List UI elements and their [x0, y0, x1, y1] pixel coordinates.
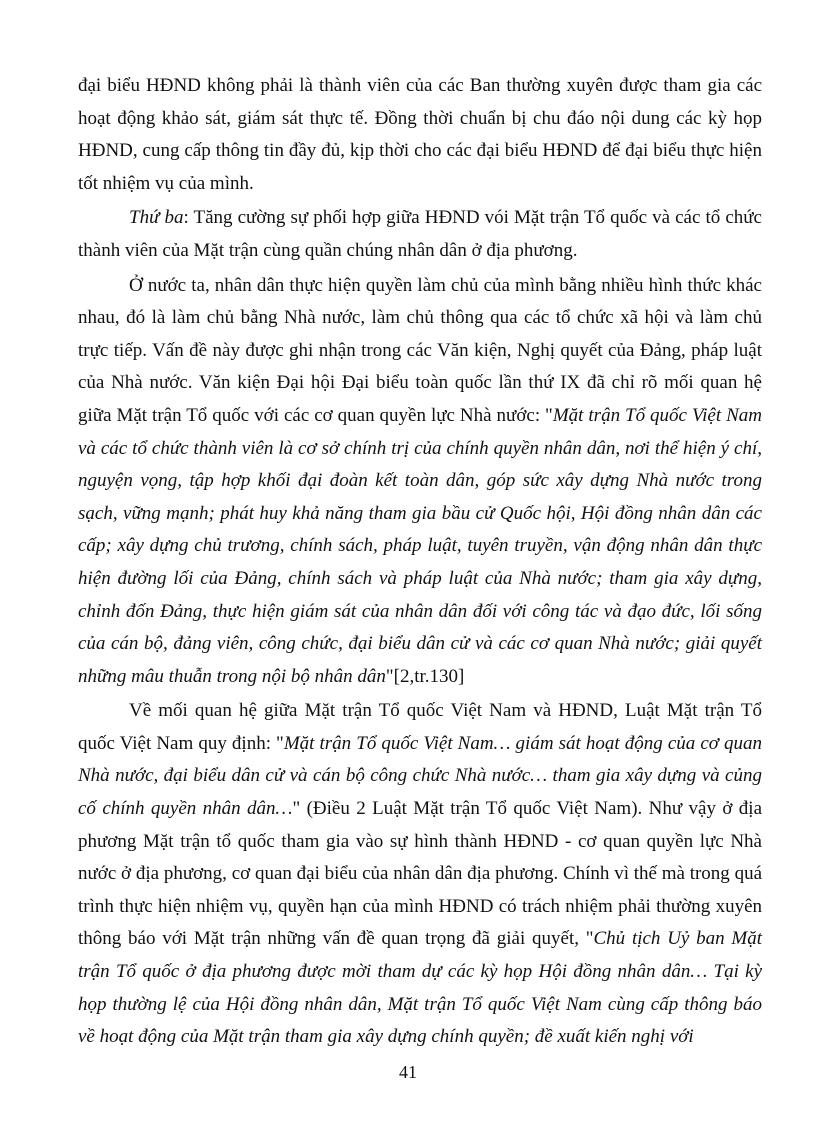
paragraph-2-heading: Thứ ba — [129, 207, 184, 229]
paragraph-4-quote-2: Chủ tịch Uỷ ban Mặt trận Tổ quốc ở địa phương được mời tham dự các kỳ họp Hội đồng nhân dân… Tại kỳ họp thường lệ của Hội đồng nhân dân, Mặt trận Tổ quốc Việt Nam cùng cấp thông báo về hoạt động của Mặt trận tham gia xây dựng chính quyền; đề xuất kiến nghị với — [78, 928, 762, 1048]
paragraph-3-quote: Mặt trận Tổ quốc Việt Nam và các tổ chức thành viên là cơ sở chính trị của chính quyền nhân dân, nơi thể hiện ý chí, nguyện vọng, tập hợp khối đại đoàn kết toàn dân, góp sức xây dựng Nhà nước trong sạch, vững mạnh; phát huy khả năng tham gia bầu cử Quốc hội, Hội đồng nhân dân các cấp; xây dựng chủ trương, chính sách, pháp luật, tuyên truyền, vận động nhân dân thực hiện đường lối của Đảng, chính sách và pháp luật của Nhà nước; tham gia xây dựng, chỉnh đốn Đảng, thực hiện giám sát của nhân dân đối với công tác và đạo đức, lối sống của cán bộ, đảng viên, công chức, đại biểu dân cử và các cơ quan Nhà nước; giải quyết những mâu thuẫn trong nội bộ nhân dân — [78, 404, 763, 687]
paragraph-3-citation: "[2,tr.130] — [385, 665, 465, 687]
paragraph-1 — [78, 70, 762, 200]
paragraph-4 — [78, 695, 762, 1054]
paragraph-3-text: Ở nước ta, nhân dân thực hiện quyền làm chủ của mình bằng nhiều hình thức khác nhau, đó là làm chủ bằng Nhà nước, làm chủ thông qua các tổ chức xã hội và làm chủ trực tiếp. Vấn đề này được ghi nhận trong các Văn kiện, Nghị quyết của Đảng, pháp luật của Nhà nước. Văn kiện Đại hội Đại biểu toàn quốc lần thứ IX đã chỉ rõ mối quan hệ giữa Mặt trận Tổ quốc với các cơ quan quyền lực Nhà nước: " — [78, 274, 762, 426]
paragraph-4-text: Về mối quan hệ giữa Mặt trận Tổ quốc Việt Nam và HĐND, Luật Mặt trận Tổ quốc Việt Nam quy định: " — [78, 700, 762, 754]
paragraph-2-text: : Tăng cường sự phối hợp giữa HĐND vói Mặt trận Tổ quốc và các tổ chức thành viên của Mặt trận cùng quần chúng nhân dân ở địa phương. — [78, 207, 762, 261]
paragraph-2 — [78, 202, 762, 267]
paragraph-3 — [78, 270, 762, 694]
document-page — [78, 70, 762, 1054]
paragraph-4-text-2: " (Điều 2 Luật Mặt trận Tổ quốc Việt Nam). Như vậy ở địa phương Mặt trận tổ quốc tham gia vào sự hình thành HĐND - cơ quan quyền lực Nhà nước ở địa phương, cơ quan đại biểu của nhân dân địa phương. Chính vì thế mà trong quá trình thực hiện nhiệm vụ, quyền hạn của mình HĐND có trách nhiệm phải thường xuyên thông báo với Mặt trận những vấn đề quan trọng đã giải quyết, " — [78, 798, 763, 950]
paragraph-1-text: đại biểu HĐND không phải là thành viên của các Ban thường xuyên được tham gia các hoạt động khảo sát, giám sát thực tế. Đồng thời chuẩn bị chu đáo nội dung các kỳ họp HĐND, cung cấp thông tin đầy đủ, kịp thời cho các đại biểu HĐND để đại biểu thực hiện tốt nhiệm vụ của mình. — [78, 75, 762, 194]
paragraph-4-quote-1: Mặt trận Tổ quốc Việt Nam… giám sát hoạt động của cơ quan Nhà nước, đại biểu dân cử và cán bộ công chức Nhà nước… tham gia xây dựng và củng cố chính quyền nhân dân… — [78, 732, 762, 820]
page-number: 41 — [399, 1062, 417, 1082]
